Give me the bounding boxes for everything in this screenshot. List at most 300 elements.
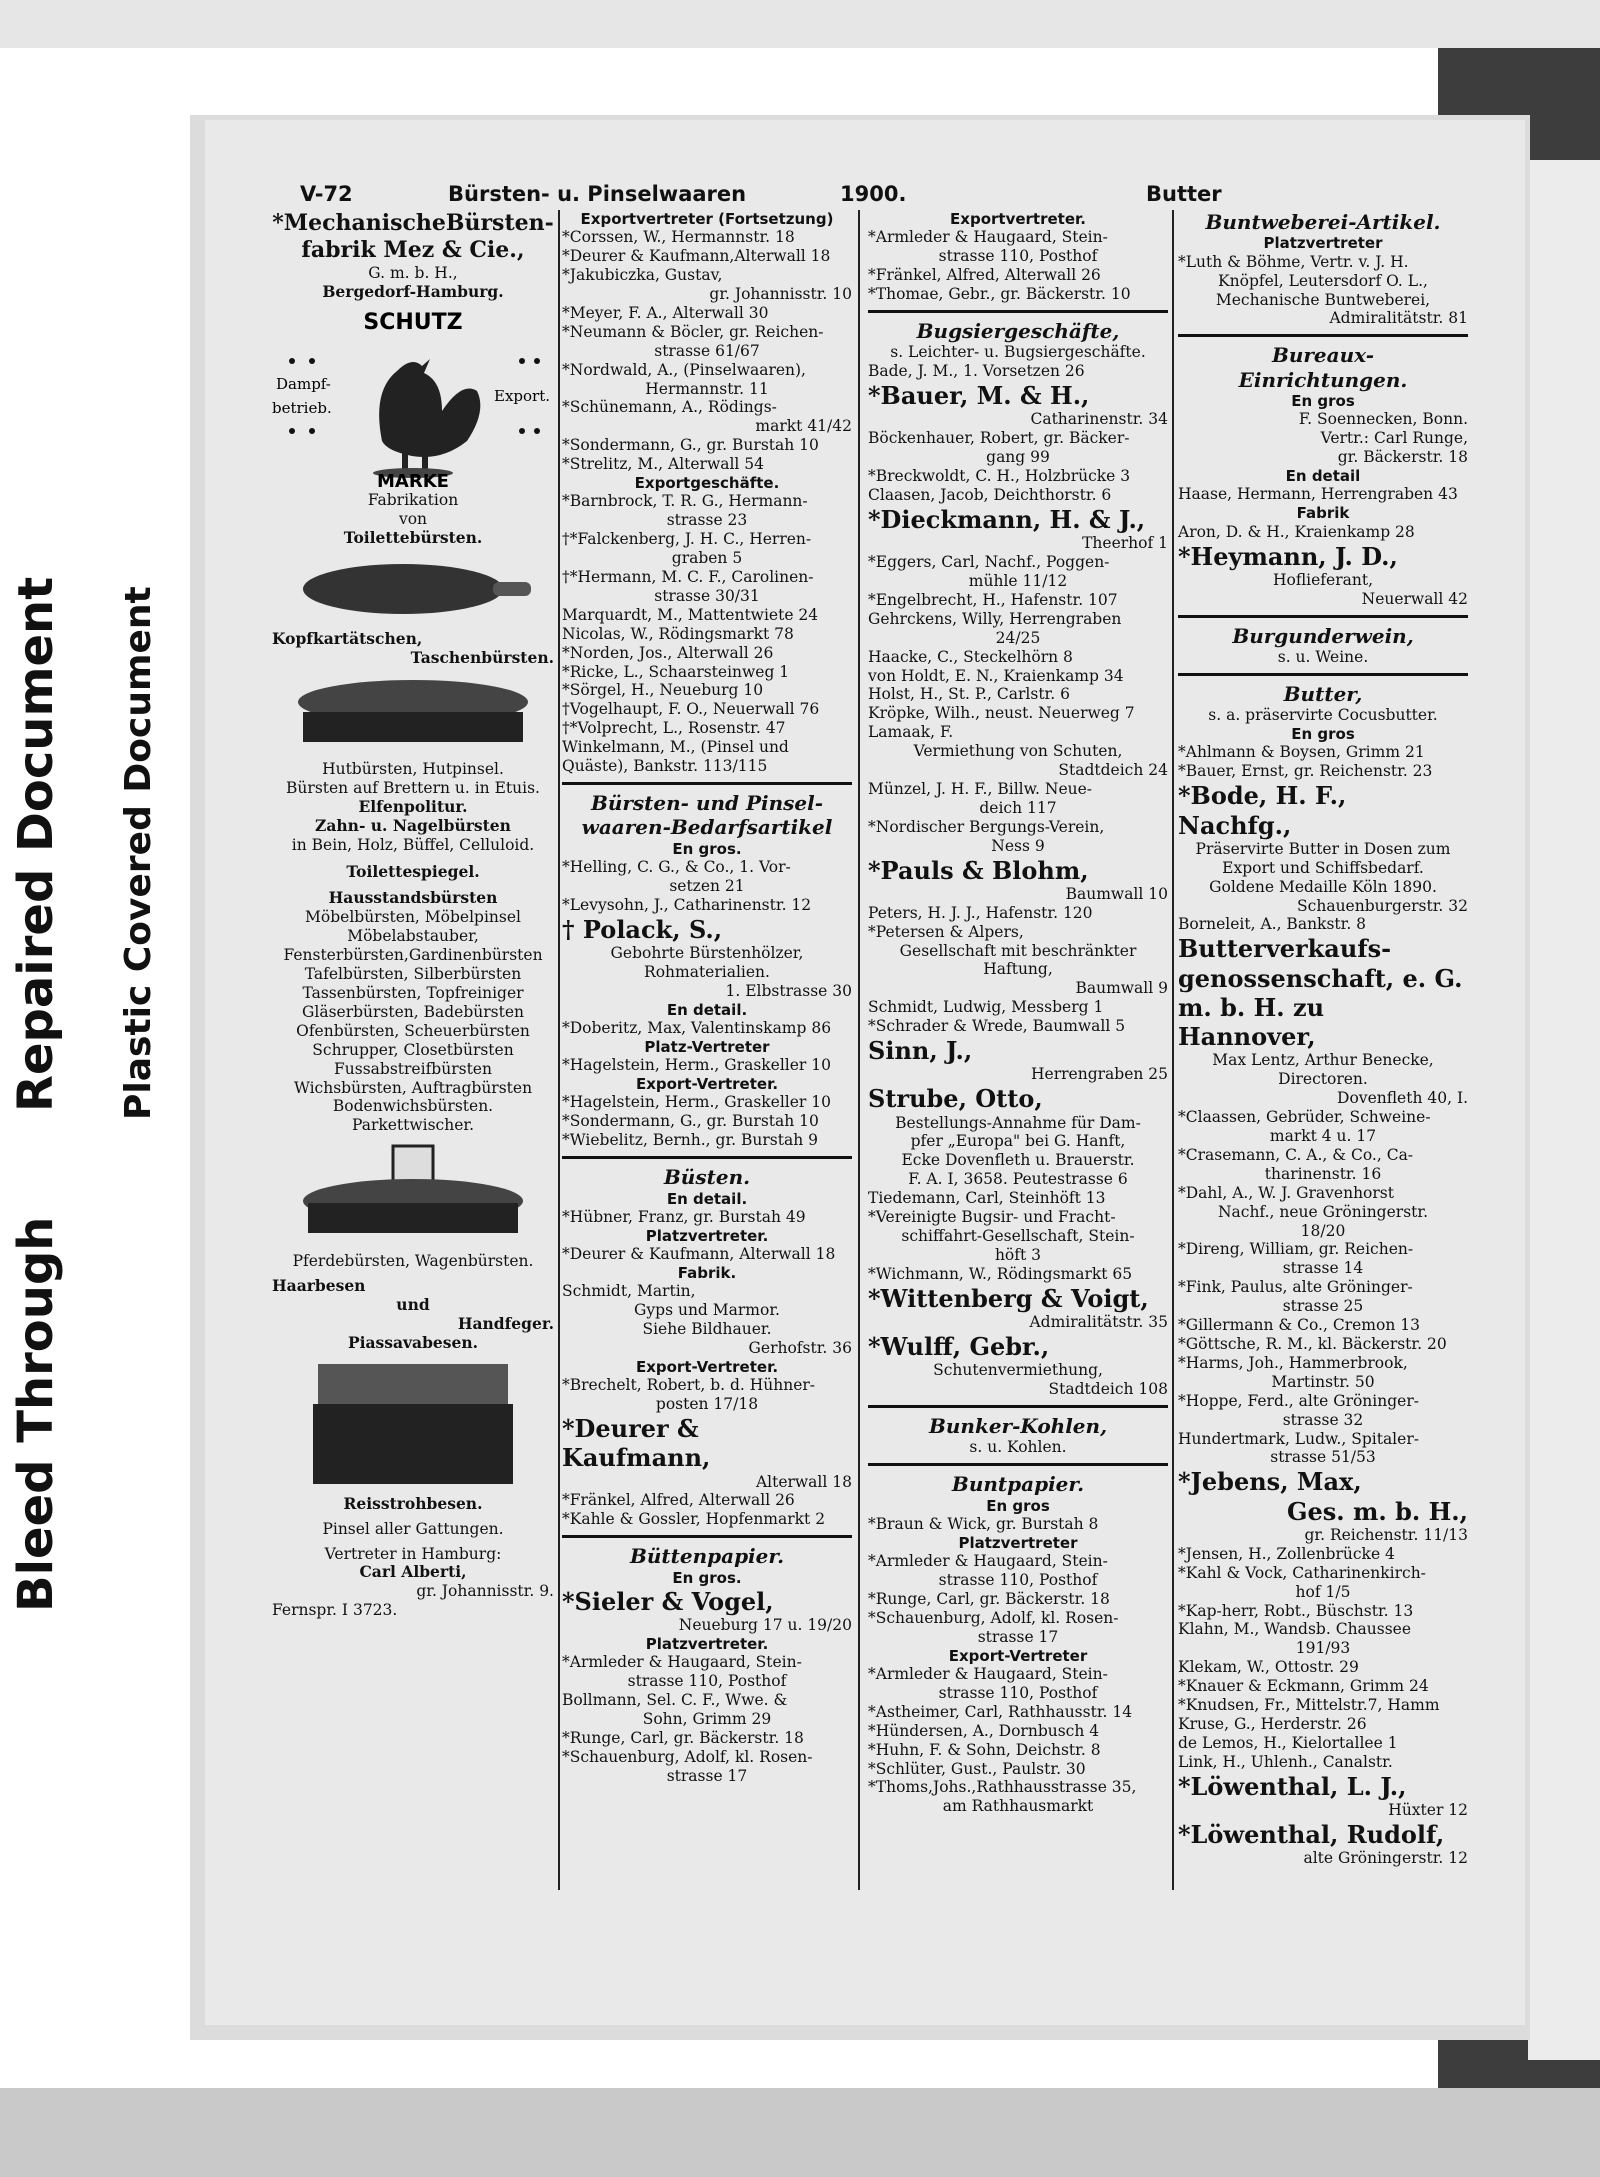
subsection-label: Exportvertreter (Fortsetzung) xyxy=(580,210,834,228)
listing-entry: gr. Johannisstr. 10 xyxy=(709,285,852,304)
subsection-label: En detail xyxy=(1285,467,1361,486)
listing-entry: Klekam, W., Ottostr. 29 xyxy=(1178,1658,1359,1677)
clothes-brush-illustration-icon xyxy=(288,674,538,754)
listing-entry: Theerhof 1 xyxy=(1082,534,1168,553)
listing-entry: *Sörgel, H., Neueburg 10 xyxy=(562,681,764,700)
listing-entry: Strube, Otto, xyxy=(868,1084,1043,1114)
listing-entry: *Kap-herr, Robt., Büschstr. 13 xyxy=(1178,1601,1414,1620)
listing-entry: Herrengraben 25 xyxy=(1031,1065,1168,1084)
listing-entry: s. Leichter- u. Bugsiergeschäfte. xyxy=(890,343,1146,362)
listing-entry: markt 4 u. 17 xyxy=(1269,1127,1377,1146)
listing-entry: Kröpke, Wilh., neust. Neuerweg 7 xyxy=(868,704,1135,723)
listing-entry: posten 17/18 xyxy=(655,1395,759,1414)
ad-hutbuersten: Hutbürsten, Hutpinsel. xyxy=(322,760,504,778)
listing-entry: *Deurer & Kaufmann,Alterwall 18 xyxy=(562,247,831,266)
listing-entry: *Armleder & Haugaard, Stein- xyxy=(868,1552,1108,1571)
listing-entry: *Dahl, A., W. J. Gravenhorst xyxy=(1178,1183,1394,1202)
listing-entry: †*Volprecht, L., Rosenstr. 47 xyxy=(562,719,786,738)
listing-entry: Ecke Dovenfleth u. Brauerstr. xyxy=(901,1151,1135,1170)
listing-entry: genossenschaft, e. G. xyxy=(1178,963,1463,993)
section-heading: waaren-Bedarfsartikel xyxy=(581,815,833,840)
listing-entry: *Dieckmann, H. & J., xyxy=(868,504,1146,534)
listing-entry: *Löwenthal, Rudolf, xyxy=(1178,1819,1445,1849)
ad-company-line1: *MechanischeBürsten- xyxy=(272,210,554,236)
ad-fenster: Fensterbürsten,Gardinenbürsten xyxy=(283,946,543,965)
page-title-left: Bürsten- u. Pinselwaaren xyxy=(448,182,747,206)
listing-entry: *Deurer & Kaufmann, xyxy=(562,1414,711,1473)
listing-entry: Bollmann, Sel. C. F., Wwe. & xyxy=(562,1691,788,1710)
listing-entry: *Barnbrock, T. R. G., Hermann- xyxy=(562,492,808,511)
subsection-label: En gros. xyxy=(672,839,742,858)
subsection-label: En detail. xyxy=(666,1189,748,1208)
listing-entry: 191/93 xyxy=(1295,1639,1351,1658)
page-year: 1900. xyxy=(840,182,907,206)
section-rule xyxy=(868,310,1168,313)
column-divider xyxy=(558,210,560,1890)
ad-tafel: Tafelbürsten, Silberbürsten xyxy=(304,965,522,984)
ad-kopfkartaetschen: Kopfkartätschen, xyxy=(272,629,423,649)
listing-entry: *Gillermann & Co., Cremon 13 xyxy=(1178,1316,1420,1335)
listing-entry: *Armleder & Haugaard, Stein- xyxy=(868,1664,1108,1683)
ad-von: von xyxy=(398,510,428,529)
listing-entry: strasse 110, Posthof xyxy=(938,247,1098,266)
listing-entry: †Vogelhaupt, F. O., Neuerwall 76 xyxy=(562,700,820,719)
listing-entry: *Eggers, Carl, Nachf., Poggen- xyxy=(868,553,1110,572)
book-spine xyxy=(1528,160,1600,2060)
listing-entry: gang 99 xyxy=(986,448,1050,467)
listing-entry: *Claassen, Gebrüder, Schweine- xyxy=(1178,1108,1431,1127)
listing-entry: *Harms, Joh., Hammerbrook, xyxy=(1178,1353,1408,1372)
ad-abstauber: Möbelabstauber, xyxy=(347,927,479,946)
section-rule xyxy=(562,1156,852,1159)
listing-entry: *Fränkel, Alfred, Alterwall 26 xyxy=(562,1491,795,1510)
listing-entry: Directoren. xyxy=(1278,1070,1368,1089)
listing-entry: strasse 30/31 xyxy=(654,586,760,605)
listing-entry: Holst, H., St. P., Carlstr. 6 xyxy=(868,685,1070,704)
subsection-label: Fabrik. xyxy=(677,1263,737,1282)
scan-background-top xyxy=(0,0,1600,48)
section-heading: Bürsten- und Pinsel- xyxy=(590,790,824,815)
listing-entry: *Direng, William, gr. Reichen- xyxy=(1178,1240,1414,1259)
section-heading: Bunker-Kohlen, xyxy=(928,1413,1108,1438)
listing-column-3 xyxy=(868,210,1168,1816)
ad-moebel: Möbelbürsten, Möbelpinsel xyxy=(305,908,521,927)
listing-entry: *Hagelstein, Herm., Graskeller 10 xyxy=(562,1056,831,1075)
listing-entry: höft 3 xyxy=(994,1245,1042,1264)
ad-pinsel: Pinsel aller Gattungen. xyxy=(322,1519,504,1538)
section-heading: Buntweberei-Artikel. xyxy=(1205,210,1441,234)
ad-parkett: Parkettwischer. xyxy=(351,1116,475,1135)
listing-entry: *Armleder & Haugaard, Stein- xyxy=(562,1653,802,1672)
ad-elfenpolitur: Elfenpolitur. xyxy=(358,796,468,816)
listing-entry: Sohn, Grimm 29 xyxy=(642,1710,772,1729)
listing-entry: *Helling, C. G., & Co., 1. Vor- xyxy=(562,858,791,877)
listing-entry: *Wulff, Gebr., xyxy=(868,1331,1050,1361)
advertisement-column xyxy=(272,210,554,1620)
listing-entry: s. u. Kohlen. xyxy=(969,1438,1067,1457)
subsection-label: Exportvertreter. xyxy=(950,210,1086,228)
listing-entry: *Sieler & Vogel, xyxy=(562,1586,774,1616)
ad-zahnbuersten: Zahn- u. Nagelbürsten xyxy=(315,815,511,835)
listing-entry: *Kahl & Vock, Catharinenkirch- xyxy=(1178,1563,1426,1582)
ad-city: Bergedorf-Hamburg. xyxy=(322,281,504,301)
listing-entry: *Knauer & Eckmann, Grimm 24 xyxy=(1178,1677,1429,1696)
subsection-label: Platzvertreter. xyxy=(645,1635,769,1654)
rooster-trademark-icon xyxy=(272,301,554,491)
listing-entry: Link, H., Uhlenh., Canalstr. xyxy=(1178,1752,1393,1771)
ad-pferdebuersten: Pferdebürsten, Wagenbürsten. xyxy=(292,1252,534,1271)
ad-fussabstreif: Fussabstreifbürsten xyxy=(334,1059,492,1078)
logo-left-1: Dampf- xyxy=(276,375,331,394)
listing-entry: *Fränkel, Alfred, Alterwall 26 xyxy=(868,266,1101,285)
listing-entry: Haase, Hermann, Herrengraben 43 xyxy=(1178,485,1458,504)
ad-tassen: Tassenbürsten, Topfreiniger xyxy=(302,983,524,1002)
listing-entry: strasse 110, Posthof xyxy=(938,1683,1098,1702)
listing-entry: Hüxter 12 xyxy=(1388,1800,1468,1819)
listing-entry: Hoflieferant, xyxy=(1272,570,1374,589)
listing-entry: Klahn, M., Wandsb. Chaussee xyxy=(1178,1620,1412,1639)
section-rule xyxy=(868,1405,1168,1408)
ad-fabrikation: Fabrikation xyxy=(367,491,459,510)
listing-entry: *Fink, Paulus, alte Gröninger- xyxy=(1178,1278,1413,1297)
listing-entry: 24/25 xyxy=(995,628,1041,647)
listing-entry: graben 5 xyxy=(671,549,743,568)
listing-entry: Catharinenstr. 34 xyxy=(1030,410,1168,429)
listing-entry: *Sondermann, G., gr. Burstah 10 xyxy=(562,1112,819,1131)
label-bleed-through: Bleed Through xyxy=(8,1216,64,1612)
section-heading: Büsten. xyxy=(663,1165,751,1190)
listing-entry: *Schlüter, Gust., Paulstr. 30 xyxy=(868,1759,1086,1778)
listing-entry: *Corssen, W., Hermannstr. 18 xyxy=(562,228,795,247)
listing-entry: *Löwenthal, L. J., xyxy=(1178,1771,1407,1801)
section-rule xyxy=(868,1463,1168,1466)
listing-entry: *Hagelstein, Herm., Graskeller 10 xyxy=(562,1093,831,1112)
listing-entry: Rohmaterialien. xyxy=(644,962,770,981)
listing-entry: Gesellschaft mit beschränkter xyxy=(899,941,1137,960)
listing-entry: Sinn, J., xyxy=(868,1036,973,1066)
listing-entry: pfer „Europa" bei G. Hanft, xyxy=(910,1132,1126,1151)
logo-left-2: betrieb. xyxy=(272,399,332,418)
listing-entry: *Hoppe, Ferd., alte Gröninger- xyxy=(1178,1391,1419,1410)
subsection-label: En gros. xyxy=(672,1568,742,1587)
section-rule xyxy=(562,1535,852,1538)
label-plastic-covered: Plastic Covered Document xyxy=(118,586,159,1120)
broom-illustration-icon xyxy=(298,1359,528,1489)
listing-entry: Haftung, xyxy=(983,960,1053,979)
listing-entry: 18/20 xyxy=(1300,1221,1346,1240)
listing-entry: Aron, D. & H., Kraienkamp 28 xyxy=(1178,522,1415,541)
listing-entry: *Jebens, Max, xyxy=(1178,1467,1362,1497)
listing-entry: *Nordischer Bergungs-Verein, xyxy=(868,817,1105,836)
subsection-label: En gros xyxy=(1291,392,1355,411)
listing-entry: *Huhn, F. & Sohn, Deichstr. 8 xyxy=(868,1740,1101,1759)
listing-entry: Butterverkaufs- xyxy=(1178,934,1392,964)
listing-entry: strasse 51/53 xyxy=(1270,1448,1376,1467)
ad-piassava: Piassavabesen. xyxy=(347,1332,479,1352)
listing-entry: strasse 110, Posthof xyxy=(627,1672,787,1691)
listing-entry: Nachf., neue Gröningerstr. xyxy=(1217,1202,1429,1221)
page-title-right: Butter xyxy=(1146,182,1222,206)
ad-und: und xyxy=(396,1295,430,1315)
listing-entry: Quäste), Bankstr. 113/115 xyxy=(562,757,768,776)
listing-entry: *Bauer, M. & H., xyxy=(868,381,1090,411)
listing-entry: Admiralitätstr. 35 xyxy=(1029,1312,1168,1331)
ad-reisstroh: Reisstrohbesen. xyxy=(343,1493,483,1513)
listing-entry: † Polack, S., xyxy=(562,914,723,944)
listing-entry: Neuerwall 42 xyxy=(1361,589,1468,608)
listing-entry: *Levysohn, J., Catharinenstr. 12 xyxy=(562,895,812,914)
listing-entry: *Wichmann, W., Rödingsmarkt 65 xyxy=(868,1264,1133,1283)
section-rule xyxy=(1178,673,1468,676)
listing-entry: Präservirte Butter in Dosen zum xyxy=(1195,839,1451,858)
section-heading: Burgunderwein, xyxy=(1232,623,1414,648)
listing-entry: Winkelmann, M., (Pinsel und xyxy=(562,738,789,757)
listing-entry: Baumwall 10 xyxy=(1065,884,1168,903)
listing-entry: *Nordwald, A., (Pinselwaaren), xyxy=(562,360,806,379)
listing-entry: de Lemos, H., Kielortallee 1 xyxy=(1178,1733,1398,1752)
listing-entry: *Jensen, H., Zollenbrücke 4 xyxy=(1178,1544,1395,1563)
listing-entry: *Schünemann, A., Rödings- xyxy=(562,398,777,417)
listing-entry: F. A. I, 3658. Peutestrasse 6 xyxy=(908,1170,1128,1189)
listing-entry: *Knudsen, Fr., Mittelstr.7, Hamm xyxy=(1178,1696,1440,1715)
listing-entry: Peters, H. J. J., Hafenstr. 120 xyxy=(868,903,1093,922)
subsection-label: Export-Vertreter xyxy=(948,1646,1088,1665)
listing-entry: *Ahlmann & Boysen, Grimm 21 xyxy=(1178,743,1425,762)
listing-entry: gr. Reichenstr. 11/13 xyxy=(1304,1525,1468,1544)
subsection-label: Platz-Vertreter xyxy=(644,1037,770,1056)
logo-text-bottom: MARKE xyxy=(377,471,449,492)
listing-entry: Schmidt, Martin, xyxy=(562,1282,696,1301)
listing-entry: *Wittenberg & Voigt, xyxy=(868,1283,1149,1313)
listing-entry: *Strelitz, M., Alterwall 54 xyxy=(562,455,765,474)
listing-entry: s. u. Weine. xyxy=(1277,647,1369,666)
subsection-label: Fabrik xyxy=(1296,504,1350,523)
listing-entry: *Pauls & Blohm, xyxy=(868,855,1089,885)
listing-entry: s. a. präservirte Cocusbutter. xyxy=(1208,706,1438,725)
subsection-label: Export-Vertreter. xyxy=(635,1075,779,1094)
listing-entry: strasse 61/67 xyxy=(654,341,760,360)
ad-vertreter: Vertreter in Hamburg: xyxy=(324,1544,502,1563)
listing-entry: Stadtdeich 24 xyxy=(1058,761,1168,780)
listing-entry: *Bauer, Ernst, gr. Reichenstr. 23 xyxy=(1178,762,1433,781)
listing-entry: Schauenburgerstr. 32 xyxy=(1297,896,1468,915)
listing-entry: Martinstr. 50 xyxy=(1271,1372,1375,1391)
listing-entry: Alterwall 18 xyxy=(755,1472,852,1491)
ad-glaeser: Gläserbürsten, Badebürsten xyxy=(301,1002,524,1021)
listing-entry: von Holdt, E. N., Kraienkamp 34 xyxy=(868,666,1124,685)
ad-company-line2: fabrik Mez & Cie., xyxy=(301,236,525,263)
listing-entry: *Runge, Carl, gr. Bäckerstr. 18 xyxy=(562,1729,804,1748)
listing-entry: *Astheimer, Carl, Rathhausstr. 14 xyxy=(868,1702,1133,1721)
listing-entry: Schutenvermiethung, xyxy=(933,1361,1103,1380)
listing-entry: gr. Bäckerstr. 18 xyxy=(1337,448,1468,467)
listing-entry: Ges. m. b. H., xyxy=(1287,1496,1468,1526)
listing-entry: Münzel, J. H. F., Billw. Neue- xyxy=(868,779,1093,798)
ad-bretter: Bürsten auf Brettern u. in Etuis. xyxy=(286,778,540,797)
listing-entry: deich 117 xyxy=(979,798,1057,817)
listing-entry: *Breckwoldt, C. H., Holzbrücke 3 xyxy=(868,467,1131,486)
ad-johannisstr: gr. Johannisstr. 9. xyxy=(416,1582,554,1601)
scrubbing-brush-illustration-icon xyxy=(293,1141,533,1246)
page-number: V-72 xyxy=(300,182,353,206)
section-rule xyxy=(562,782,852,785)
listing-entry: Böckenhauer, Robert, gr. Bäcker- xyxy=(868,429,1130,448)
listing-entry: *Brechelt, Robert, b. d. Hühner- xyxy=(562,1376,816,1395)
subsection-label: Platzvertreter xyxy=(958,1533,1078,1552)
hairbrush-illustration-icon xyxy=(293,554,533,624)
listing-entry: Borneleit, A., Bankstr. 8 xyxy=(1178,915,1367,934)
listing-entry: schiffahrt-Gesellschaft, Stein- xyxy=(901,1226,1135,1245)
listing-entry: Admiralitätstr. 81 xyxy=(1329,309,1468,328)
listing-entry: Schmidt, Ludwig, Messberg 1 xyxy=(868,998,1104,1017)
section-heading: Einrichtungen. xyxy=(1238,367,1408,392)
listing-entry: *Petersen & Alpers, xyxy=(868,922,1024,941)
listing-entry: strasse 17 xyxy=(666,1766,748,1785)
listing-entry: mühle 11/12 xyxy=(968,572,1068,590)
listing-entry: m. b. H. zu Hannover, xyxy=(1178,992,1333,1052)
listing-entry: Tiedemann, Carl, Steinhöft 13 xyxy=(868,1189,1106,1208)
listing-entry: *Jakubiczka, Gustav, xyxy=(562,266,723,285)
subsection-label: En gros xyxy=(1291,725,1355,744)
listing-entry: *Schauenburg, Adolf, kl. Rosen- xyxy=(562,1747,813,1766)
listing-entry: Vermiethung von Schuten, xyxy=(913,742,1123,761)
ad-schrupper: Schrupper, Closetbürsten xyxy=(312,1040,514,1059)
listing-entry: *Thomae, Gebr., gr. Bäckerstr. 10 xyxy=(868,285,1131,304)
section-rule xyxy=(1178,615,1468,618)
listing-column-2 xyxy=(562,210,852,1786)
listing-entry: *Hündersen, A., Dornbusch 4 xyxy=(868,1721,1100,1740)
listing-entry: Lamaak, F. xyxy=(868,723,954,742)
listing-entry: Bestellungs-Annahme für Dam- xyxy=(895,1113,1141,1132)
listing-entry: *Meyer, F. A., Alterwall 30 xyxy=(562,303,769,322)
listing-entry: †*Hermann, M. C. F., Carolinen- xyxy=(562,568,814,586)
ad-boden: Bodenwichsbürsten. xyxy=(332,1097,494,1116)
listing-entry: *Doberitz, Max, Valentinskamp 86 xyxy=(562,1019,832,1038)
listing-column-4 xyxy=(1178,210,1468,1868)
listing-entry: *Schauenburg, Adolf, kl. Rosen- xyxy=(868,1608,1119,1627)
listing-entry: *Deurer & Kaufmann, Alterwall 18 xyxy=(562,1245,836,1264)
ad-toilettebuersten: Toilettebürsten. xyxy=(343,528,483,548)
ad-fernsprecher: Fernspr. I 3723. xyxy=(272,1601,398,1620)
listing-entry: Neueburg 17 u. 19/20 xyxy=(678,1616,852,1635)
listing-entry: strasse 14 xyxy=(1282,1259,1364,1278)
listing-entry: *Schrader & Wrede, Baumwall 5 xyxy=(868,1017,1126,1036)
listing-entry: *Engelbrecht, H., Hafenstr. 107 xyxy=(868,590,1118,609)
listing-entry: F. Soennecken, Bonn. xyxy=(1298,410,1468,429)
section-heading: Butter, xyxy=(1283,681,1363,706)
listing-entry: Gebohrte Bürstenhölzer, xyxy=(610,944,804,963)
listing-entry: *Luth & Böhme, Vertr. v. J. H. xyxy=(1178,252,1409,271)
listing-entry: Gehrckens, Willy, Herrengraben xyxy=(868,609,1122,628)
listing-entry: *Thoms,Johs.,Rathhausstrasse 35, xyxy=(868,1778,1137,1797)
subsection-label: En detail. xyxy=(666,1000,748,1019)
ad-wichs: Wichsbürsten, Auftragbürsten xyxy=(293,1078,533,1097)
listing-entry: *Hübner, Franz, gr. Burstah 49 xyxy=(562,1207,806,1226)
listing-entry: Siehe Bildhauer. xyxy=(642,1320,772,1339)
column-divider xyxy=(1172,210,1174,1890)
listing-entry: am Rathhausmarkt xyxy=(942,1797,1094,1816)
listing-entry: tharinenstr. 16 xyxy=(1264,1164,1382,1183)
listing-entry: markt 41/42 xyxy=(755,417,852,436)
listing-entry: Mechanische Buntweberei, xyxy=(1215,290,1431,309)
listing-entry: †*Falckenberg, J. H. C., Herren- xyxy=(562,530,812,549)
ad-handfeger: Handfeger. xyxy=(457,1313,554,1333)
section-heading: Büttenpapier. xyxy=(629,1544,785,1569)
listing-entry: strasse 110, Posthof xyxy=(938,1571,1098,1590)
listing-entry: *Neumann & Böcler, gr. Reichen- xyxy=(562,322,824,341)
subsection-label: En gros xyxy=(986,1496,1050,1515)
listing-entry: hof 1/5 xyxy=(1295,1582,1351,1601)
listing-entry: Goldene Medaille Köln 1890. xyxy=(1209,877,1437,896)
ad-haarbesen: Haarbesen xyxy=(272,1276,366,1296)
ad-hausstand: Hausstandsbürsten xyxy=(328,888,498,908)
listing-entry: Knöpfel, Leutersdorf O. L., xyxy=(1218,271,1428,290)
listing-entry: *Göttsche, R. M., kl. Bäckerstr. 20 xyxy=(1178,1335,1447,1354)
ad-toilettespiegel: Toilettespiegel. xyxy=(346,861,480,881)
listing-entry: Hermannstr. 11 xyxy=(645,379,769,398)
section-heading: Bureaux- xyxy=(1271,343,1375,368)
listing-entry: Stadtdeich 108 xyxy=(1048,1380,1168,1399)
listing-entry: *Runge, Carl, gr. Bäckerstr. 18 xyxy=(868,1589,1110,1608)
listing-entry: *Crasemann, C. A., & Co., Ca- xyxy=(1178,1145,1414,1164)
listing-entry: Vertr.: Carl Runge, xyxy=(1320,429,1468,448)
ad-company-form: G. m. b. H., xyxy=(368,263,458,282)
listing-entry: alte Gröningerstr. 12 xyxy=(1303,1849,1468,1868)
listing-entry: Dovenfleth 40, I. xyxy=(1337,1089,1468,1108)
listing-entry: *Armleder & Haugaard, Stein- xyxy=(868,228,1108,247)
section-heading: Buntpapier. xyxy=(951,1472,1085,1497)
subsection-label: Export-Vertreter. xyxy=(635,1357,779,1376)
listing-entry: *Ricke, L., Schaarsteinweg 1 xyxy=(562,662,790,681)
section-rule xyxy=(1178,334,1468,337)
listing-entry: strasse 32 xyxy=(1282,1410,1364,1429)
listing-entry: Baumwall 9 xyxy=(1075,979,1168,998)
listing-entry: Marquardt, M., Mattentwiete 24 xyxy=(562,605,819,624)
logo-text-top: SCHUTZ xyxy=(363,310,463,336)
listing-entry: Kruse, G., Herderstr. 26 xyxy=(1178,1714,1367,1733)
listing-entry: *Bode, H. F., Nachfg., xyxy=(1178,781,1355,840)
label-repaired-document: Repaired Document xyxy=(8,576,64,1112)
ad-bein: in Bein, Holz, Büffel, Celluloid. xyxy=(291,835,535,854)
listing-entry: Hundertmark, Ludw., Spitaler- xyxy=(1178,1429,1419,1448)
listing-entry: Haacke, C., Steckelhörn 8 xyxy=(868,647,1073,666)
listing-entry: Claasen, Jacob, Deichthorstr. 6 xyxy=(868,486,1112,505)
listing-entry: strasse 25 xyxy=(1282,1297,1364,1316)
listing-entry: *Heymann, J. D., xyxy=(1178,541,1398,571)
listing-entry: *Braun & Wick, gr. Burstah 8 xyxy=(868,1514,1099,1533)
listing-entry: *Kahle & Gossler, Hopfenmarkt 2 xyxy=(562,1510,826,1529)
ad-alberti: Carl Alberti, xyxy=(359,1562,467,1582)
subsection-label: Exportgeschäfte. xyxy=(634,474,780,493)
listing-entry: Gyps und Marmor. xyxy=(634,1301,780,1320)
listing-entry: strasse 17 xyxy=(977,1627,1059,1646)
listing-entry: Ness 9 xyxy=(991,836,1045,855)
section-heading: Bugsiergeschäfte, xyxy=(916,318,1120,343)
listing-entry: Export und Schiffsbedarf. xyxy=(1222,858,1424,877)
listing-entry: Gerhofstr. 36 xyxy=(748,1338,852,1357)
logo-right: Export. xyxy=(494,387,551,406)
subsection-label: Platzvertreter xyxy=(1263,234,1383,253)
listing-entry: 1. Elbstrasse 30 xyxy=(725,981,852,1000)
listing-entry: Bade, J. M., 1. Vorsetzen 26 xyxy=(868,362,1085,381)
trademark-block xyxy=(272,301,554,491)
listing-entry: *Norden, Jos., Alterwall 26 xyxy=(562,643,774,662)
listing-entry: *Sondermann, G., gr. Burstah 10 xyxy=(562,436,819,455)
listing-entry: Max Lentz, Arthur Benecke, xyxy=(1212,1051,1434,1070)
listing-entry: setzen 21 xyxy=(669,876,745,895)
ad-taschenbuersten: Taschenbürsten. xyxy=(410,648,554,668)
listing-entry: Nicolas, W., Rödingsmarkt 78 xyxy=(562,624,794,643)
